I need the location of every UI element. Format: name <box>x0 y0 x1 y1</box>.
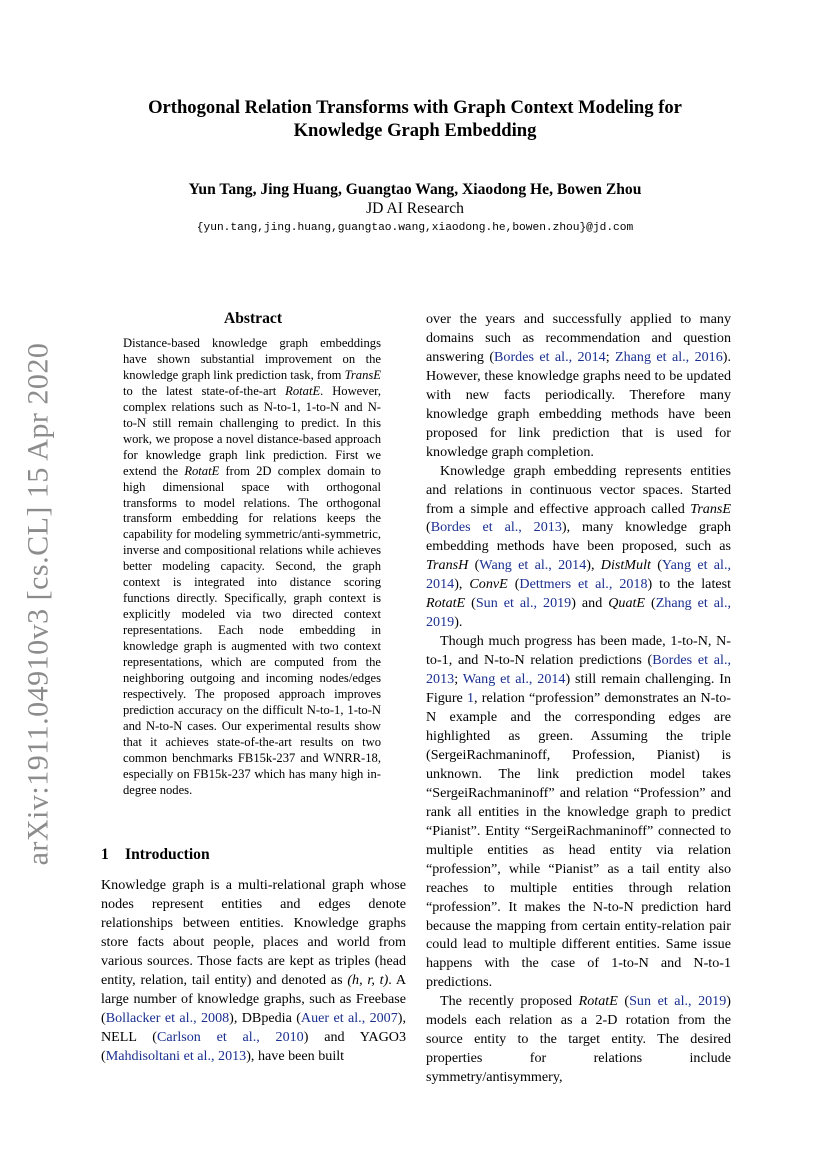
citation-link[interactable]: Bollacker et al., 2008 <box>105 1009 230 1026</box>
citation-link[interactable]: Sun et al., 2019 <box>475 595 572 612</box>
method-name: TransE <box>344 367 381 382</box>
intro-paragraph-3: Though much progress has been made, 1-to-N, N-to-1, and N-to-N relation predictions (Bordes et al., 2013; Wang et al., 2014) still remain challenging. In Figure 1, relation “profession” demonstrates an N-to-N example and the corresponding edges are highlighted as green. Assuming the triple (SergeiRachmaninoff, Profession, Pianist) is unknown. The link prediction model takes “SergeiRachmaninoff” and relation “Profession” and rank all entities in the knowledge graph to predict “Pianist”. Entity “SergeiRachmaninoff” connected to multiple entities as head entity via relation “profession”, while “Pianist” as a tail entity also reaches to multiple entities through relation “profession”. It makes the N-to-N prediction hard because the mapping from certain entity-relation pair could lead to multiple different entities. Same issue happens with the case of 1-to-N and N-to-1 predictions. <box>426 633 731 991</box>
intro-paragraph-1: Knowledge graph is a multi-relational graph whose nodes represent entities and edges denote relationships between entities. Knowledge graphs store facts about people, places and world from various sources. Those facts are kept as triples (head entity, relation, tail entity) and denoted as (h, r, t). A large number of knowledge graphs, such as Freebase (Bollacker et al., 2008), DBpedia (Auer et al., 2007), NELL (Carlson et al., 2010) and YAGO3 (Mahdisoltani et al., 2013), have been built <box>101 877 407 1064</box>
citation-link[interactable]: Carlson et al., 2010 <box>156 1028 304 1045</box>
title-line-2: Knowledge Graph Embedding <box>293 120 537 141</box>
method-name: RotatE <box>426 595 466 612</box>
citation-link[interactable]: Zhang et al., 2016 <box>615 348 723 365</box>
right-column-text <box>426 310 731 1087</box>
left-column-text <box>101 876 406 1066</box>
method-name: RotatE <box>285 383 321 398</box>
abstract-body: Distance-based knowledge graph embeddings have shown substantial improvement on the knowledge graph link prediction task, from TransE to the latest state-of-the-art RotatE. However, complex relations such as N-to-1, 1-to-N and N-to-N still remain challenging to predict. In this work, we propose a novel distance-based approach for knowledge graph link prediction. First we extend the RotatE from 2D complex domain to high dimensional space with orthogonal transforms to model relations. The orthogonal transform embedding for relations keeps the capability for modeling symmetric/anti-symmetric, inverse and compositional relations while achieves better modeling capacity. Second, the graph context is integrated into distance scoring functions directly. Specifically, graph context is explicitly modeled via two directed context representations. Each node embedding in knowledge graph is augmented with two context representations, which are computed from the neighboring outgoing and incoming nodes/edges respectively. The proposed approach improves prediction accuracy on the difficult N-to-1, 1-to-N and N-to-N cases. Our experimental results show that it achieves state-of-the-art results on two common benchmarks FB15k-237 and WNRR-18, especially on FB15k-237 which has many high in-degree nodes. <box>123 336 382 797</box>
figure-reference-link[interactable]: 1 <box>467 690 475 707</box>
section-number: 1 <box>101 846 109 863</box>
citation-link[interactable]: Sun et al., 2019 <box>629 993 727 1010</box>
paper-title <box>100 96 730 142</box>
author-emails: {yun.tang,jing.huang,guangtao.wang,xiaodong.he,bowen.zhou}@jd.com <box>196 222 634 234</box>
arxiv-watermark-text: arXiv:1911.04910v3 [cs.CL] 15 Apr 2020 <box>21 342 54 866</box>
citation-link[interactable]: Mahdisoltani et al., 2013 <box>105 1047 247 1064</box>
section-title: Introduction <box>125 846 210 863</box>
intro-paragraph-4: The recently proposed RotatE (Sun et al., 2019) models each relation as a 2-D rotation from the source entity to the target entity. The desired properties for relations include symmetry/antisymmery, <box>426 993 731 1086</box>
method-name: DistMult <box>600 557 651 574</box>
method-name: TransE <box>690 500 731 517</box>
author-list: Yun Tang, Jing Huang, Guangtao Wang, Xiaodong He, Bowen Zhou <box>188 181 642 198</box>
citation-link[interactable]: Bordes et al., 2014 <box>494 348 606 365</box>
citation-link[interactable]: Yang et al., 2014 <box>426 557 731 593</box>
section-heading-introduction <box>101 846 210 864</box>
method-name: QuatE <box>608 595 646 612</box>
citation-link[interactable]: Wang et al., 2014 <box>462 671 566 688</box>
citation-link[interactable]: Wang et al., 2014 <box>479 557 587 574</box>
citation-link[interactable]: Bordes et al., 2013 <box>426 652 731 688</box>
abstract-heading: Abstract <box>223 310 283 327</box>
title-line-1: Orthogonal Relation Transforms with Graph Context Modeling for <box>148 97 682 118</box>
intro-paragraph-2: Knowledge graph embedding represents entities and relations in continuous vector spaces. Started from a simple and effective approach called TransE (Bordes et al., 2013), many knowledge graph embedding methods have been proposed, such as TransH (Wang et al., 2014), DistMult (Yang et al., 2014), ConvE (Dettmers et al., 2018) to the latest RotatE (Sun et al., 2019) and QuatE (Zhang et al., 2019). <box>426 462 732 631</box>
math-triple: (h, r, t) <box>347 971 389 988</box>
citation-link[interactable]: Zhang et al., 2019 <box>426 595 732 631</box>
method-name: ConvE <box>469 576 508 593</box>
method-name: TransH <box>426 557 469 574</box>
affiliation: JD AI Research <box>366 200 464 217</box>
method-name: RotatE <box>578 993 618 1010</box>
intro-paragraph-1-continued: over the years and successfully applied to many domains such as recommendation and question answering (Bordes et al., 2014; Zhang et al., 2016). However, these knowledge graphs need to be updated with new facts periodically. Therefore many knowledge graph embedding methods have been proposed for link prediction that is used for knowledge graph completion. <box>426 311 731 460</box>
citation-link[interactable]: Bordes et al., 2013 <box>430 519 562 536</box>
method-name: RotatE <box>184 463 220 478</box>
citation-link[interactable]: Auer et al., 2007 <box>300 1009 398 1026</box>
citation-link[interactable]: Dettmers et al., 2018 <box>519 576 648 593</box>
arxiv-watermark <box>20 342 56 866</box>
